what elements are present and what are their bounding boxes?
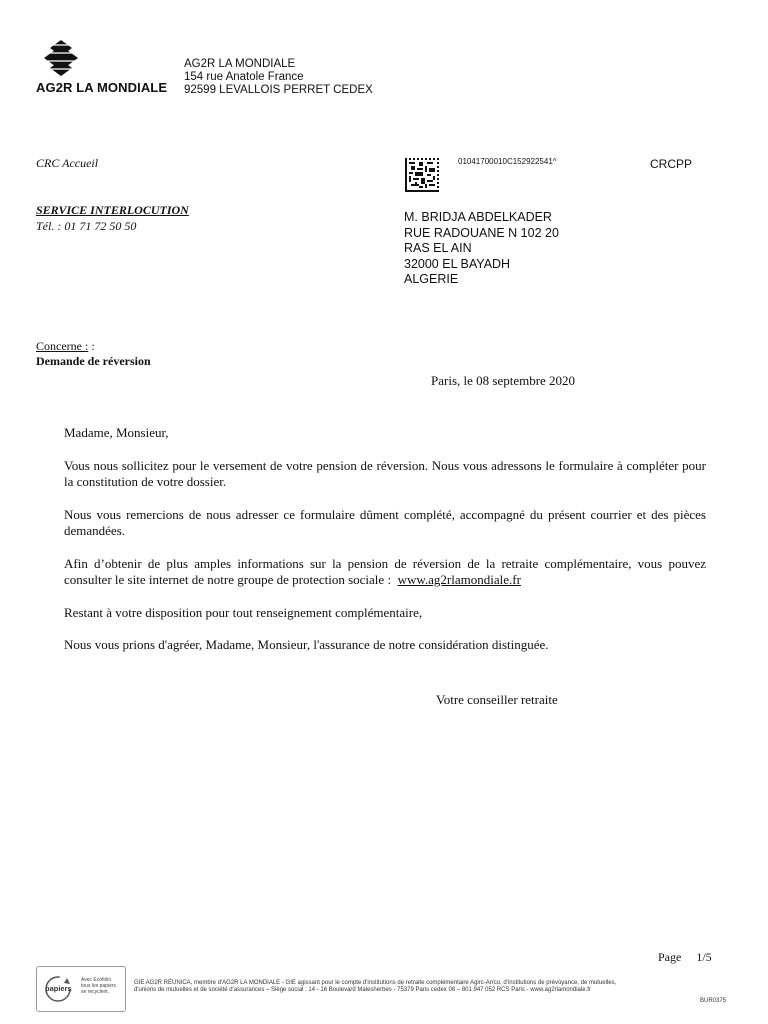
service-title: SERVICE INTERLOCUTION <box>36 203 189 217</box>
company-logo-icon <box>44 40 78 80</box>
barcode-number: 01041700010C152922541^ <box>458 157 557 166</box>
recycling-badge <box>36 966 126 1012</box>
salutation: Madame, Monsieur, <box>64 425 169 440</box>
letter-date: Paris, le 08 septembre 2020 <box>431 373 576 388</box>
sender-line: AG2R LA MONDIALE <box>184 58 296 70</box>
paragraph-info <box>64 556 706 589</box>
recipient-line: M. BRIDJA ABDELKADER <box>404 210 552 224</box>
paragraph-availability: Restant à votre disposition pour tout renseignement complémentaire, <box>64 604 423 620</box>
paragraph-thanks: Nous vous remercions de nous adresser ce formulaire dûment complété, accompagné du présent courrier et des pièces demandées. <box>64 506 706 538</box>
recipient-line: RUE RADOUANE N 102 20 <box>404 225 559 240</box>
sender-address <box>184 58 373 97</box>
legal-footer: GIE AG2R RÉUNICA, membre d'AG2R LA MONDIALE - GIE agissant pour le compte d'institutions de retraite complémentaire Agirc-Arrco, d'institutions de prévoyance, de mutuelles, d'unions de mutuelles et de société d'assurances – Siège social : 14 - 16 Boulevard Malesherbes - 75379 Paris cedex 08 – 801 947 052 RCS Paris - www.ag2rlamondiale.fr <box>134 980 617 993</box>
paragraph-info-text: Afin d’obtenir de plus amples informations sur la pension de réversion de la retraite complémentaire, vous pouvez consulter le site internet de notre groupe de protection sociale : <box>64 555 706 587</box>
recipient-line: 32000 EL BAYADH <box>404 256 511 271</box>
sender-line: 92599 LEVALLOIS PERRET CEDEX <box>184 84 373 96</box>
page-indicator <box>658 950 712 965</box>
subject-label <box>36 339 95 354</box>
sender-line: 154 rue Anatole France <box>184 71 304 83</box>
subject-label-suffix: : <box>88 339 95 353</box>
letter-body <box>64 425 706 670</box>
recipient-address <box>404 210 559 288</box>
datamatrix-barcode-icon <box>405 158 439 192</box>
phone-number: Tél. : 01 71 72 50 50 <box>36 219 137 233</box>
paragraph-closing: Nous vous prions d'agréer, Madame, Monsieur, l'assurance de notre considération distinguée. <box>64 637 549 652</box>
badge-note: Avec Ecofolio tous les papiers se recyclent. <box>81 977 117 995</box>
crc-label: CRC Accueil <box>36 156 99 170</box>
recipient-line: RAS EL AIN <box>404 241 472 256</box>
page-number: 1/5 <box>696 950 712 964</box>
badge-word: papiers <box>45 984 72 993</box>
recipient-line: ALGERIE <box>404 272 459 287</box>
subject-label-text: Concerne : <box>36 339 89 353</box>
signature: Votre conseiller retraite <box>436 692 558 707</box>
subject-text: Demande de réversion <box>36 354 151 368</box>
logo-text: AG2R LA MONDIALE <box>36 80 168 95</box>
paragraph-request: Vous nous sollicitez pour le versement de votre pension de réversion. Nous vous adressons le formulaire à compléter pour la constitution de votre dossier. <box>64 457 706 489</box>
website-link[interactable]: www.ag2rlamondiale.fr <box>397 572 521 587</box>
page-label: Page <box>658 950 682 964</box>
routing-code: CRCPP <box>650 157 693 171</box>
document-code: BUR0375 <box>700 998 727 1004</box>
